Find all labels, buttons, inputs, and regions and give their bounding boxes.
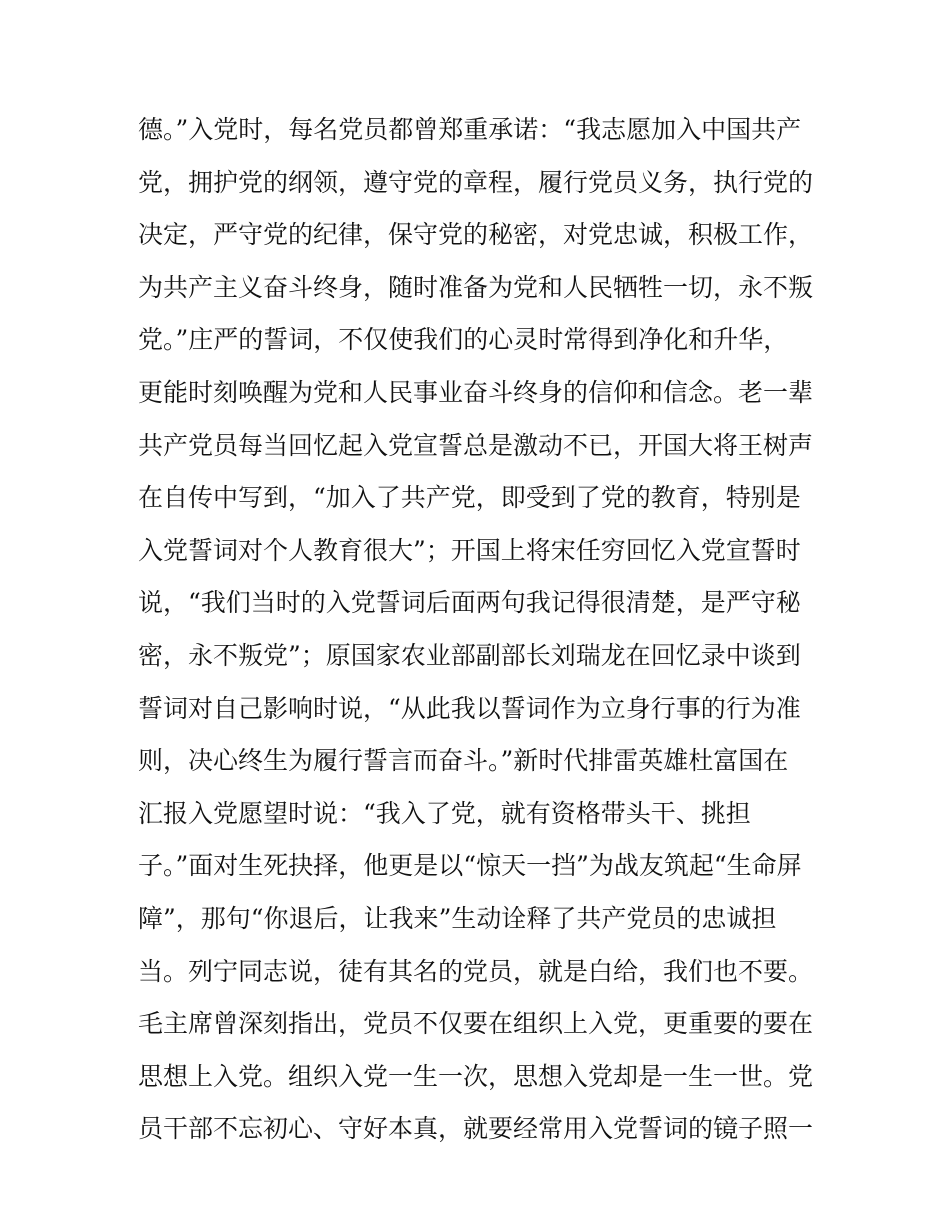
- text-line: 说，“我们当时的入党誓词后面两句我记得很清楚，是严守秘: [138, 588, 801, 618]
- text-line: 汇报入党愿望时说：“我入了党，就有资格带头干、挑担: [138, 798, 751, 828]
- text-line: 毛主席曾深刻指出，党员不仅要在组织上入党，更重要的要在: [138, 1009, 814, 1039]
- text-line: 更能时刻唤醒为党和人民事业奋斗终身的信仰和信念。老一辈: [138, 377, 814, 407]
- text-line: 党。”庄严的誓词，不仅使我们的心灵时常得到净化和升华，: [138, 325, 789, 355]
- text-line: 则，决心终生为履行誓言而奋斗。”新时代排雷英雄杜富国在: [138, 746, 789, 776]
- text-line: 为共产主义奋斗终身，随时准备为党和人民牺牲一切，永不叛: [138, 272, 814, 302]
- text-line: 决定，严守党的纪律，保守党的秘密，对党忠诚，积极工作，: [138, 220, 814, 250]
- text-line: 思想上入党。组织入党一生一次，思想入党却是一生一世。党: [138, 1061, 814, 1091]
- text-line: 员干部不忘初心、守好本真，就要经常用入党誓词的镜子照一: [138, 1114, 814, 1144]
- text-line: 子。”面对生死抉择，他更是以“惊天一挡”为战友筑起“生命屏: [138, 851, 802, 881]
- text-line: 德。”入党时，每名党员都曾郑重承诺：“我志愿加入中国共产: [138, 115, 802, 144]
- body-text: [138, 104, 828, 1156]
- text-line: 入党誓词对个人教育很大”；开国上将宋任穷回忆入党宣誓时: [138, 535, 801, 565]
- text-line: 誓词对自己影响时说，“从此我以誓词作为立身行事的行为准: [138, 693, 801, 723]
- text-line: 密，永不叛党”；原国家农业部副部长刘瑞龙在回忆录中谈到: [138, 640, 801, 670]
- text-line: 当。列宁同志说，徒有其名的党员，就是白给，我们也不要。: [138, 956, 814, 986]
- text-line: 党，拥护党的纲领，遵守党的章程，履行党员义务，执行党的: [138, 167, 814, 197]
- text-line: 在自传中写到，“加入了共产党，即受到了党的教育，特别是: [138, 483, 801, 513]
- text-line: 共产党员每当回忆起入党宣誓总是激动不已，开国大将王树声: [138, 430, 814, 460]
- text-line: 障”，那句“你退后，让我来”生动诠释了共产党员的忠诚担: [138, 903, 777, 933]
